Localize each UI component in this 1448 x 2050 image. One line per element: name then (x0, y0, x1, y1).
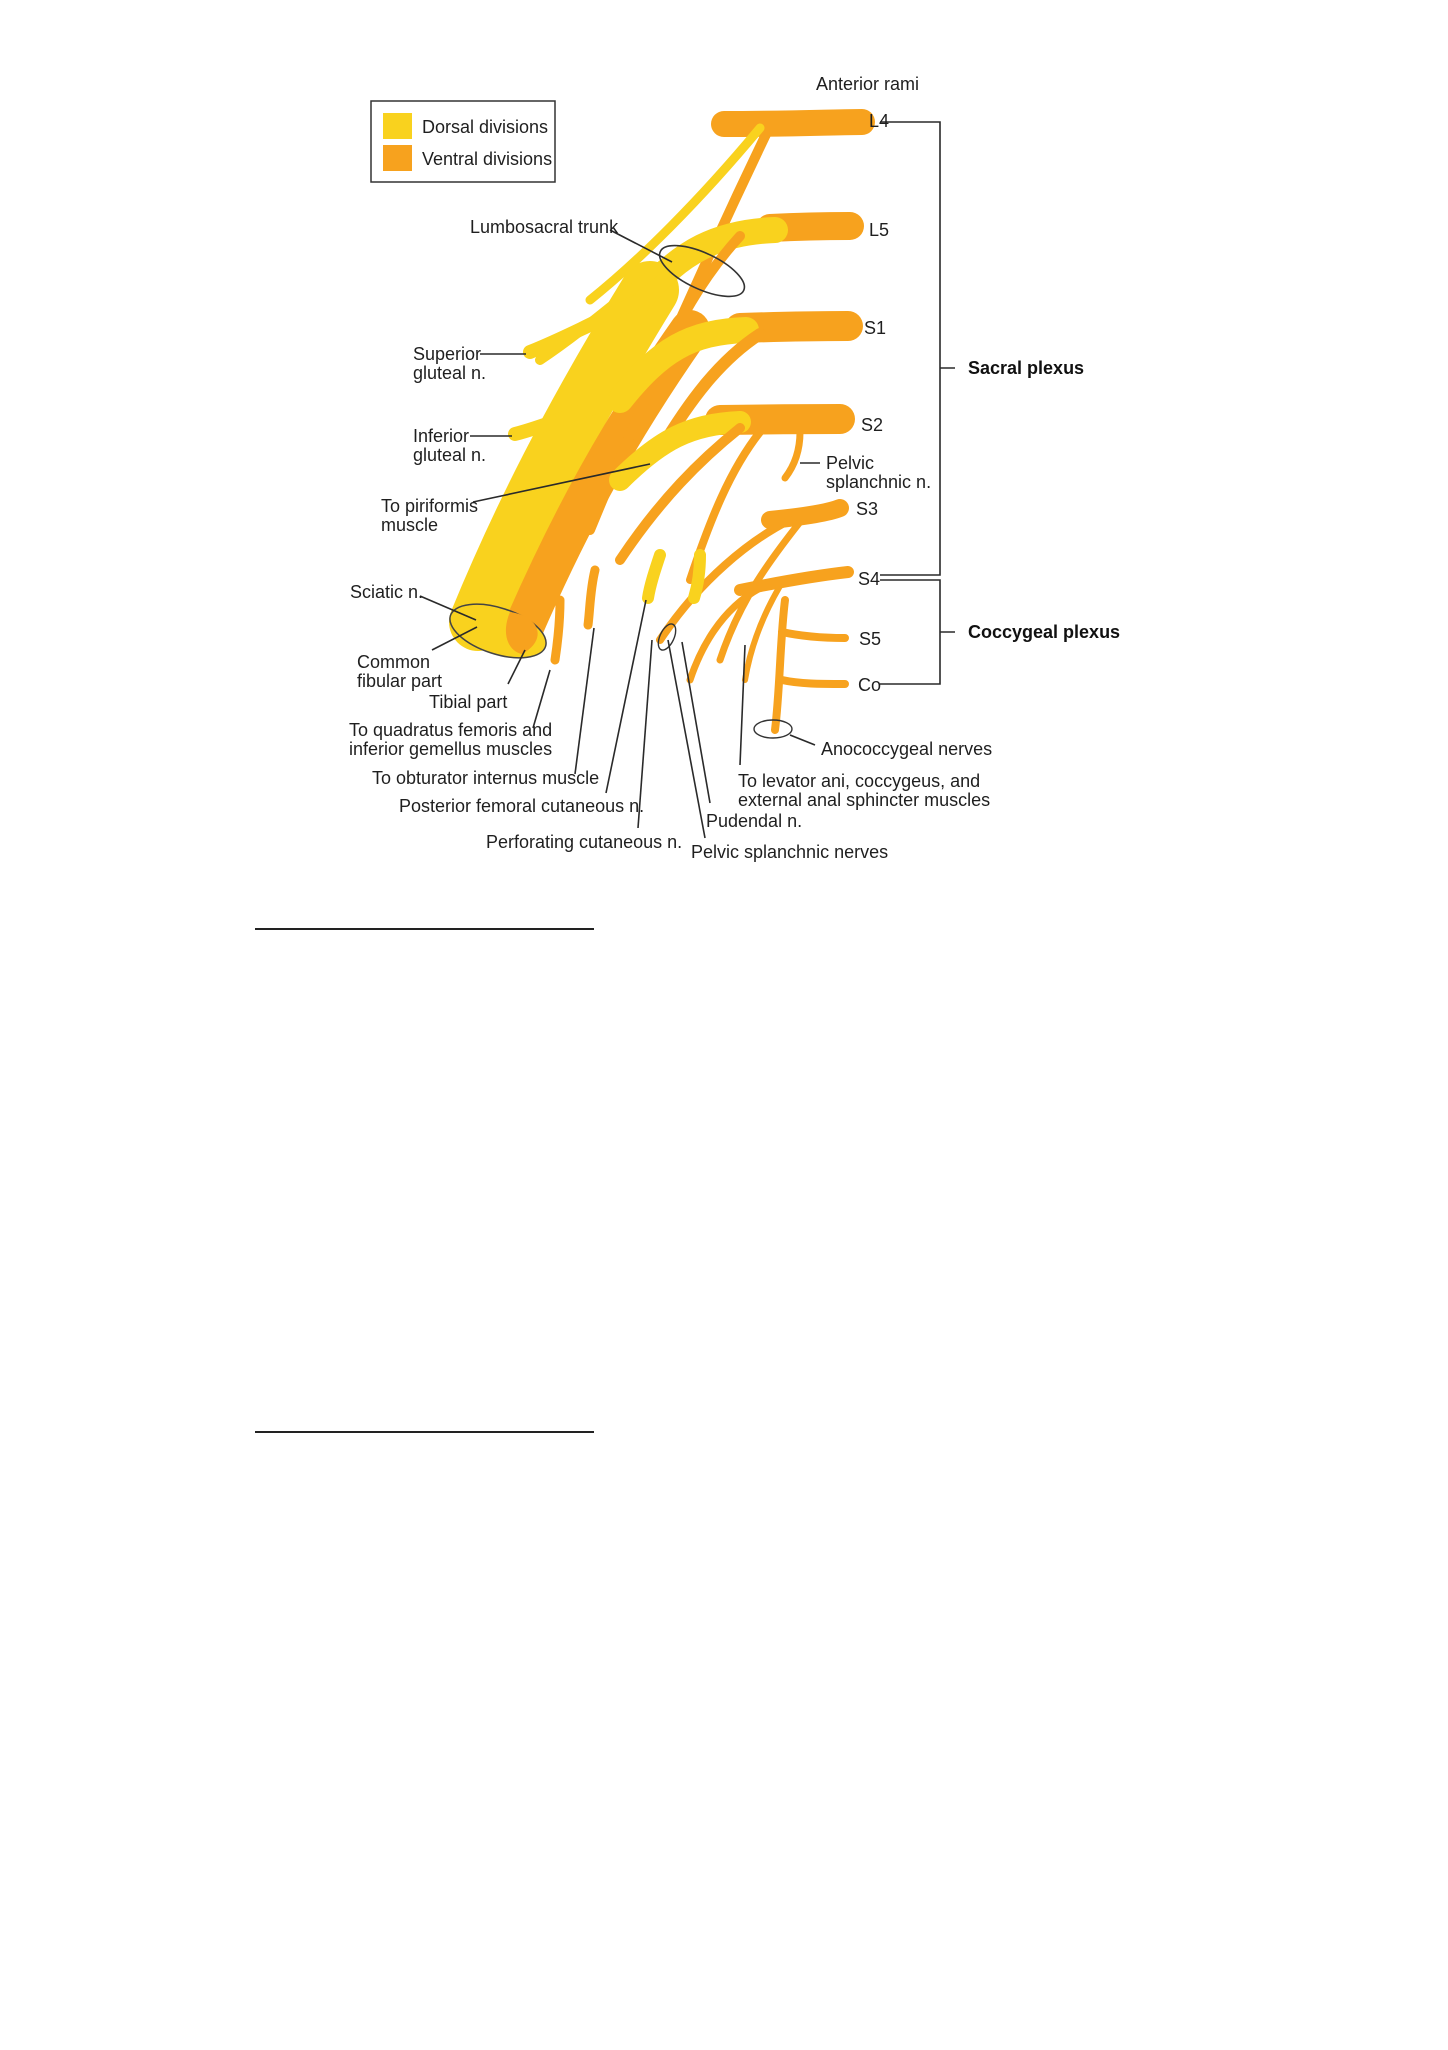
label-levator-1: To levator ani, coccygeus, and (738, 771, 981, 791)
leader-levator (740, 645, 745, 765)
label-root-s3: S3 (856, 499, 879, 519)
root-s5 (782, 632, 845, 638)
leader-obturator (575, 628, 594, 774)
label-levator-2: external anal sphincter muscles (738, 790, 991, 810)
label-sacral-plexus: Sacral plexus (968, 358, 1085, 378)
label-common-fibular-1: Common (357, 652, 431, 672)
label-coccygeal-plexus: Coccygeal plexus (968, 622, 1121, 642)
label-root-l4: L4 (869, 111, 890, 131)
label-lumbosacral-trunk: Lumbosacral trunk (470, 217, 619, 237)
leader-anococcygeal (790, 735, 815, 745)
label-pelvic-splanchnic-n-2: splanchnic n. (826, 472, 932, 492)
label-superior-gluteal-1: Superior (413, 344, 482, 364)
label-common-fibular-2: fibular part (357, 671, 443, 691)
root-l4 (724, 122, 862, 124)
label-pelvic-splanchnic-n-1: Pelvic (826, 453, 875, 473)
leader-posterior-femoral (606, 600, 646, 793)
label-tibial: Tibial part (429, 692, 508, 712)
label-root-s5: S5 (859, 629, 882, 649)
branch-posterior-femoral-yellow (648, 555, 660, 598)
coccygeal-trunk (775, 600, 785, 730)
legend-swatch-dorsal (383, 113, 412, 139)
label-sciatic: Sciatic n. (350, 582, 424, 602)
label-inferior-gluteal-1: Inferior (413, 426, 470, 446)
label-root-s2: S2 (861, 415, 884, 435)
pelvic-splanchnic-branch (785, 432, 800, 478)
label-piriformis-2: muscle (381, 515, 439, 535)
horizontal-rule-1 (255, 928, 594, 930)
legend (371, 101, 555, 182)
legend-label-ventral: Ventral divisions (422, 149, 553, 169)
s4-branch-2 (745, 586, 780, 680)
s4-tick (880, 575, 914, 580)
branch-quadratus (555, 600, 560, 660)
label-root-s4: S4 (858, 569, 881, 589)
label-piriformis-1: To piriformis (381, 496, 479, 516)
label-quadratus-1: To quadratus femoris and (349, 720, 553, 740)
bracket-coccygeal-plexus (880, 580, 955, 684)
label-root-s1: S1 (864, 318, 887, 338)
label-superior-gluteal-2: gluteal n. (413, 363, 487, 383)
label-anococcygeal: Anococcygeal nerves (821, 739, 993, 759)
label-posterior-femoral: Posterior femoral cutaneous n. (399, 796, 645, 816)
label-root-l5: L5 (869, 220, 890, 240)
label-obturator: To obturator internus muscle (372, 768, 600, 788)
label-inferior-gluteal-2: gluteal n. (413, 445, 487, 465)
label-pudendal: Pudendal n. (706, 811, 803, 831)
branch-obturator (588, 570, 595, 625)
branch-perforating-yellow (694, 555, 700, 598)
root-s3 (770, 508, 840, 520)
label-quadratus-2: inferior gemellus muscles (349, 739, 553, 759)
horizontal-rule-2 (255, 1431, 594, 1433)
label-root-co: Co (858, 675, 882, 695)
bracket-sacral-plexus (880, 122, 955, 575)
label-anterior-rami: Anterior rami (816, 74, 920, 94)
legend-label-dorsal: Dorsal divisions (422, 117, 549, 137)
legend-swatch-ventral (383, 145, 412, 171)
label-perforating: Perforating cutaneous n. (486, 832, 683, 852)
root-co (782, 680, 845, 684)
label-pelvic-splanchnic-nerves: Pelvic splanchnic nerves (691, 842, 889, 862)
